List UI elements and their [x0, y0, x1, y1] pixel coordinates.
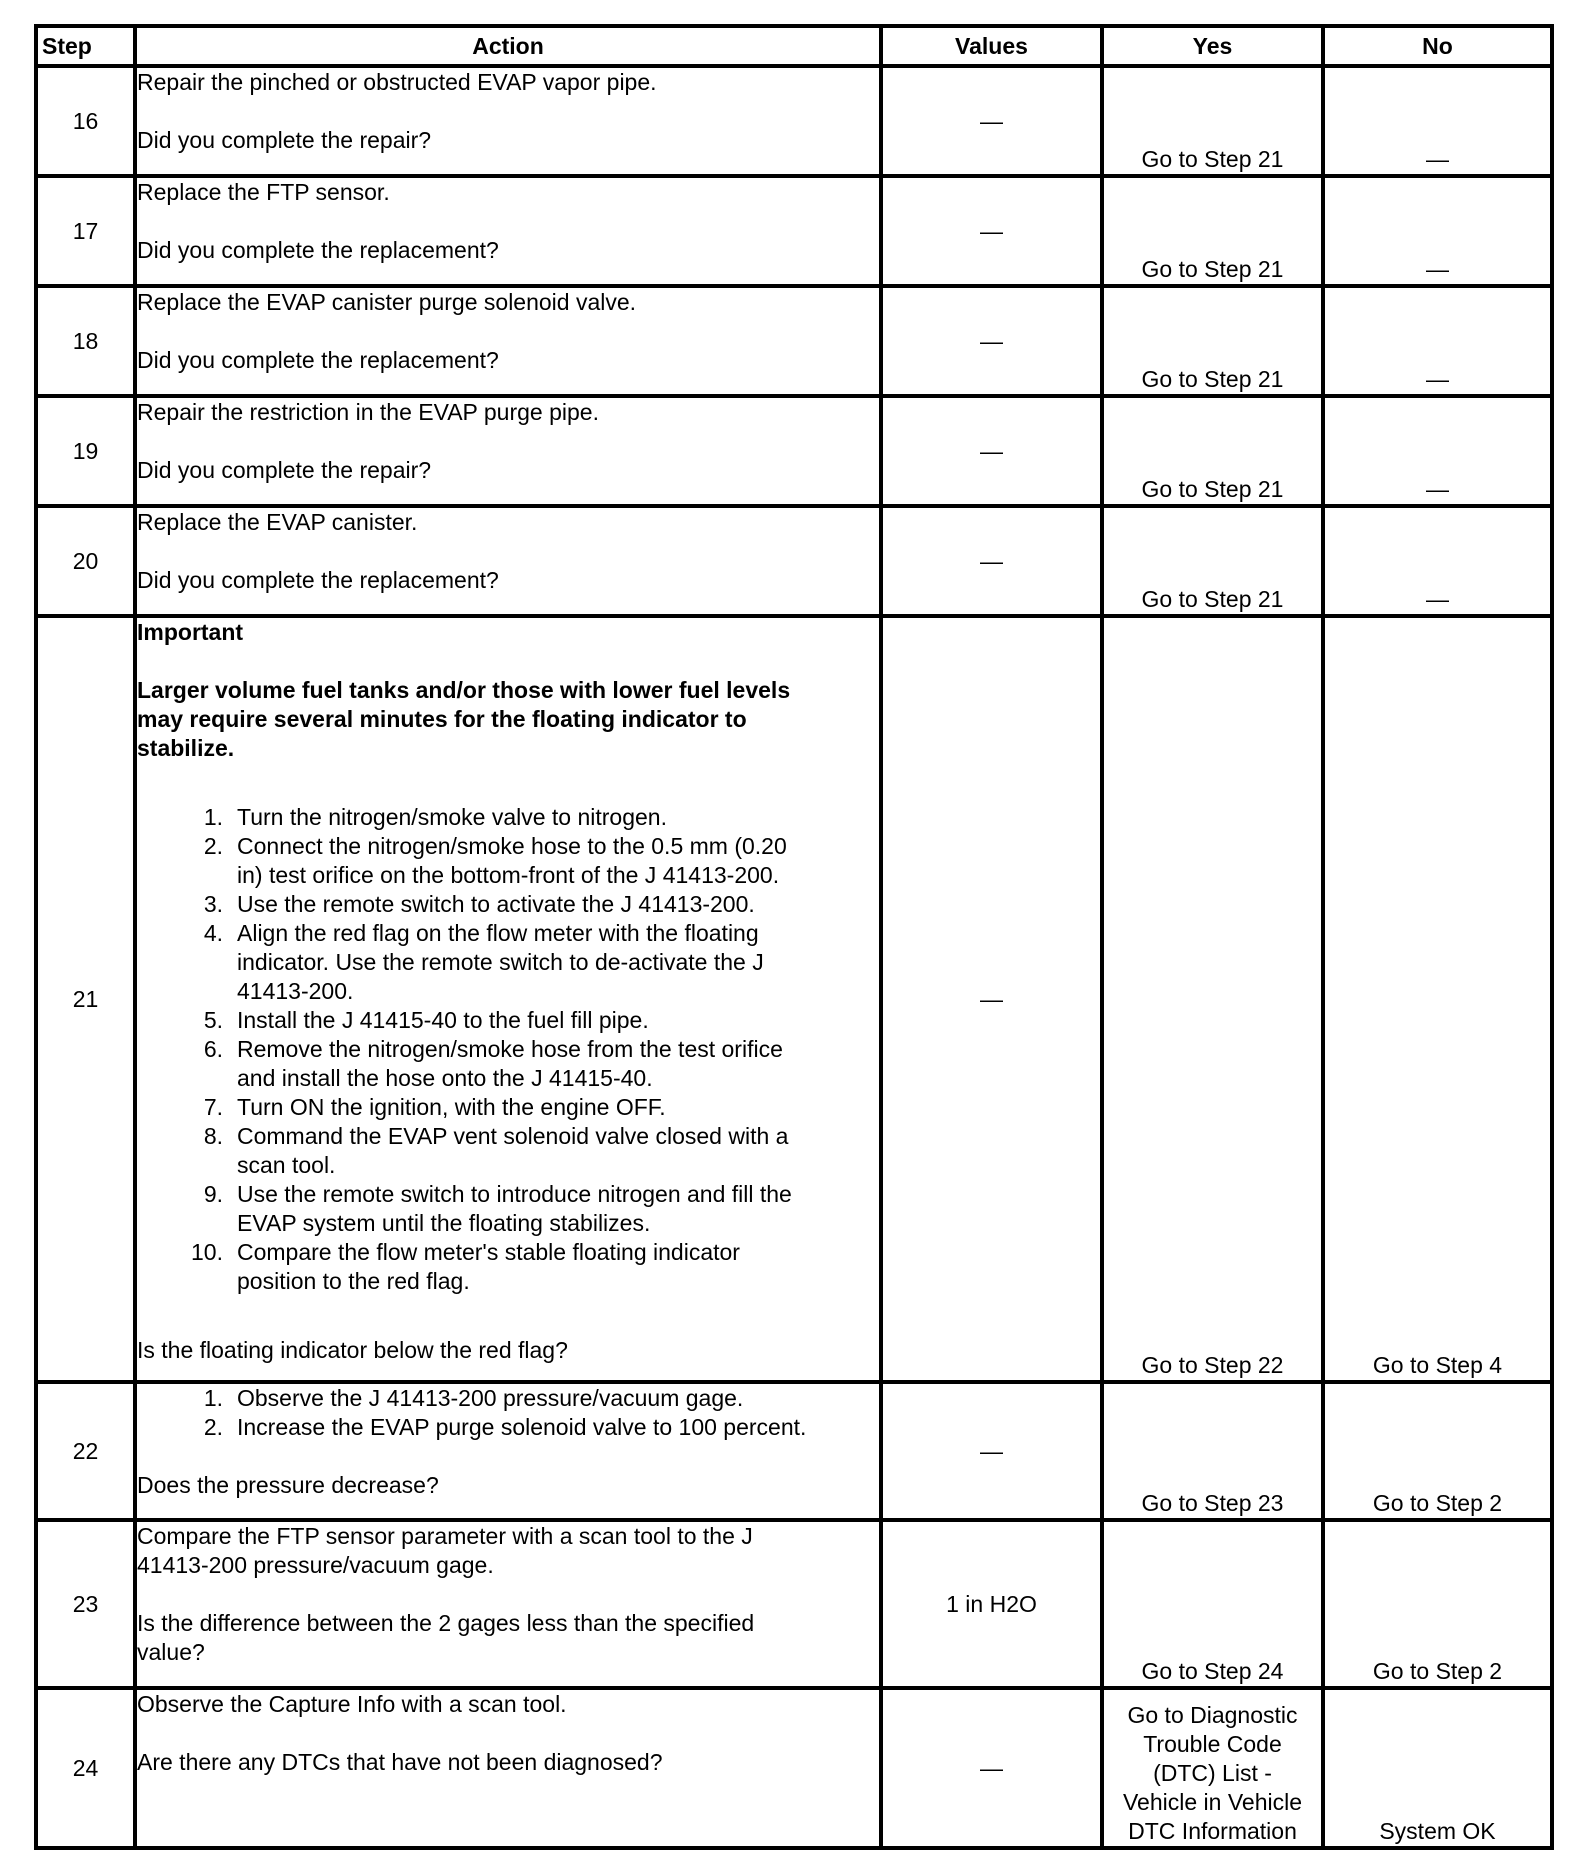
list-item-text: Install the J 41415-40 to the fuel fill pipe.	[237, 1007, 649, 1033]
question-text: Are there any DTCs that have not been diagnosed?	[137, 1749, 663, 1775]
list-item-text: Compare the flow meter's stable floating indicator	[237, 1239, 740, 1265]
action-text: Repair the restriction in the EVAP purge pipe.	[137, 399, 599, 425]
action-cell	[135, 66, 881, 176]
important-note-line: Larger volume fuel tanks and/or those with lower fuel levels	[137, 677, 791, 703]
step-number: 24	[36, 1688, 135, 1848]
diagnostic-page	[34, 24, 1550, 1850]
header-values: Values	[881, 26, 1102, 66]
list-item-text: and install the hose onto the J 41415-40.	[237, 1065, 653, 1091]
yes-cell: Go to Step 21	[1102, 506, 1323, 616]
values-cell: —	[881, 1688, 1102, 1848]
action-text: 41413-200 pressure/vacuum gage.	[137, 1552, 494, 1578]
question-text: Did you complete the replacement?	[137, 347, 499, 373]
list-item-text: Command the EVAP vent solenoid valve closed with a	[237, 1123, 789, 1149]
action-cell	[135, 286, 881, 396]
action-cell	[135, 1520, 881, 1688]
list-item-text: Increase the EVAP purge solenoid valve to 100 percent.	[237, 1414, 807, 1440]
values-cell: —	[881, 176, 1102, 286]
list-item-number: 8.	[203, 1123, 223, 1149]
action-cell	[135, 1382, 881, 1520]
list-item-text: Align the red flag on the flow meter with the floating	[237, 920, 759, 946]
list-item	[185, 890, 879, 919]
yes-text-line: Go to Diagnostic	[1127, 1702, 1298, 1728]
procedure-list	[137, 1384, 879, 1442]
table-header-row	[36, 26, 1552, 66]
values-cell: —	[881, 506, 1102, 616]
question-text: Did you complete the repair?	[137, 457, 432, 483]
list-item	[185, 919, 879, 1006]
question-text: Does the pressure decrease?	[137, 1472, 439, 1498]
action-text: Observe the Capture Info with a scan tool.	[137, 1691, 567, 1717]
list-item	[185, 1006, 879, 1035]
list-item-number: 9.	[203, 1181, 223, 1207]
no-cell: System OK	[1323, 1688, 1552, 1848]
question-text: value?	[137, 1639, 205, 1665]
header-action: Action	[135, 26, 881, 66]
action-cell	[135, 506, 881, 616]
table-row	[36, 1382, 1552, 1520]
values-cell: —	[881, 616, 1102, 1382]
list-item-text: Use the remote switch to activate the J 41413-200.	[237, 891, 755, 917]
list-item	[185, 1384, 879, 1413]
table-row	[36, 286, 1552, 396]
no-cell: Go to Step 4	[1323, 616, 1552, 1382]
step-number: 22	[36, 1382, 135, 1520]
list-item-number: 7.	[203, 1094, 223, 1120]
yes-cell: Go to Step 21	[1102, 66, 1323, 176]
list-item-number: 1.	[203, 804, 223, 830]
yes-cell: Go to Step 21	[1102, 176, 1323, 286]
step-number: 20	[36, 506, 135, 616]
yes-cell: Go to Step 22	[1102, 616, 1323, 1382]
list-item	[185, 1035, 879, 1093]
action-text: Compare the FTP sensor parameter with a scan tool to the J	[137, 1523, 753, 1549]
list-item-number: 2.	[203, 1414, 223, 1440]
no-cell: —	[1323, 66, 1552, 176]
list-item-text: Connect the nitrogen/smoke hose to the 0.5 mm (0.20	[237, 833, 787, 859]
header-no: No	[1323, 26, 1552, 66]
list-item	[185, 1413, 879, 1442]
values-cell: —	[881, 286, 1102, 396]
values-cell: —	[881, 66, 1102, 176]
yes-cell	[1102, 1688, 1323, 1848]
diagnostic-table	[34, 24, 1554, 1850]
action-cell	[135, 616, 881, 1382]
list-item-text: in) test orifice on the bottom-front of the J 41413-200.	[237, 862, 780, 888]
step-number: 23	[36, 1520, 135, 1688]
list-item-number: 1.	[203, 1385, 223, 1411]
list-item-number: 4.	[203, 920, 223, 946]
question-text: Did you complete the replacement?	[137, 237, 499, 263]
no-cell: Go to Step 2	[1323, 1520, 1552, 1688]
question-text: Is the difference between the 2 gages less than the specified	[137, 1610, 755, 1636]
list-item-number: 6.	[203, 1036, 223, 1062]
yes-cell: Go to Step 24	[1102, 1520, 1323, 1688]
important-note-line: stabilize.	[137, 735, 235, 761]
action-text: Replace the EVAP canister purge solenoid valve.	[137, 289, 637, 315]
table-row	[36, 506, 1552, 616]
list-item-number: 10.	[191, 1239, 223, 1265]
list-item-text: indicator. Use the remote switch to de-activate the J	[237, 949, 764, 975]
no-cell: —	[1323, 506, 1552, 616]
list-item	[185, 1238, 879, 1296]
list-item-text: position to the red flag.	[237, 1268, 470, 1294]
table-row	[36, 66, 1552, 176]
list-item-text: Observe the J 41413-200 pressure/vacuum gage.	[237, 1385, 744, 1411]
list-item-number: 3.	[203, 891, 223, 917]
yes-text-line: DTC Information	[1128, 1818, 1297, 1844]
action-text: Replace the FTP sensor.	[137, 179, 390, 205]
action-text: Repair the pinched or obstructed EVAP vapor pipe.	[137, 69, 657, 95]
no-cell: —	[1323, 286, 1552, 396]
header-yes: Yes	[1102, 26, 1323, 66]
header-step: Step	[36, 26, 135, 66]
important-heading: Important	[137, 619, 244, 645]
list-item-text: Turn the nitrogen/smoke valve to nitrogen.	[237, 804, 667, 830]
yes-cell: Go to Step 21	[1102, 286, 1323, 396]
values-cell: —	[881, 396, 1102, 506]
yes-text-line: (DTC) List -	[1153, 1760, 1272, 1786]
list-item-text: 41413-200.	[237, 978, 354, 1004]
list-item	[185, 1093, 879, 1122]
no-cell: —	[1323, 396, 1552, 506]
values-cell: 1 in H2O	[881, 1520, 1102, 1688]
step-number: 19	[36, 396, 135, 506]
action-text: Replace the EVAP canister.	[137, 509, 418, 535]
table-row	[36, 1688, 1552, 1848]
action-cell	[135, 1688, 881, 1848]
table-row	[36, 1520, 1552, 1688]
values-cell: —	[881, 1382, 1102, 1520]
list-item	[185, 1180, 879, 1238]
list-item-text: EVAP system until the floating stabilizes.	[237, 1210, 651, 1236]
yes-cell: Go to Step 21	[1102, 396, 1323, 506]
list-item	[185, 1122, 879, 1180]
list-item-text: Use the remote switch to introduce nitrogen and fill the	[237, 1181, 792, 1207]
table-row	[36, 396, 1552, 506]
action-cell	[135, 176, 881, 286]
important-note-line: may require several minutes for the floating indicator to	[137, 706, 747, 732]
table-row	[36, 176, 1552, 286]
yes-cell: Go to Step 23	[1102, 1382, 1323, 1520]
question-text: Did you complete the replacement?	[137, 567, 499, 593]
question-text: Is the floating indicator below the red flag?	[137, 1337, 568, 1363]
list-item-text: Turn ON the ignition, with the engine OFF.	[237, 1094, 666, 1120]
step-number: 17	[36, 176, 135, 286]
list-item	[185, 803, 879, 832]
step-number: 16	[36, 66, 135, 176]
step-number: 18	[36, 286, 135, 396]
list-item-text: scan tool.	[237, 1152, 336, 1178]
no-cell: —	[1323, 176, 1552, 286]
list-item	[185, 832, 879, 890]
question-text: Did you complete the repair?	[137, 127, 432, 153]
list-item-text: Remove the nitrogen/smoke hose from the test orifice	[237, 1036, 783, 1062]
procedure-list	[137, 803, 879, 1296]
table-row	[36, 616, 1552, 1382]
yes-text-line: Trouble Code	[1143, 1731, 1282, 1757]
no-cell: Go to Step 2	[1323, 1382, 1552, 1520]
list-item-number: 2.	[203, 833, 223, 859]
yes-text-line: Vehicle in Vehicle	[1122, 1789, 1302, 1815]
step-number: 21	[36, 616, 135, 1382]
action-cell	[135, 396, 881, 506]
list-item-number: 5.	[203, 1007, 223, 1033]
